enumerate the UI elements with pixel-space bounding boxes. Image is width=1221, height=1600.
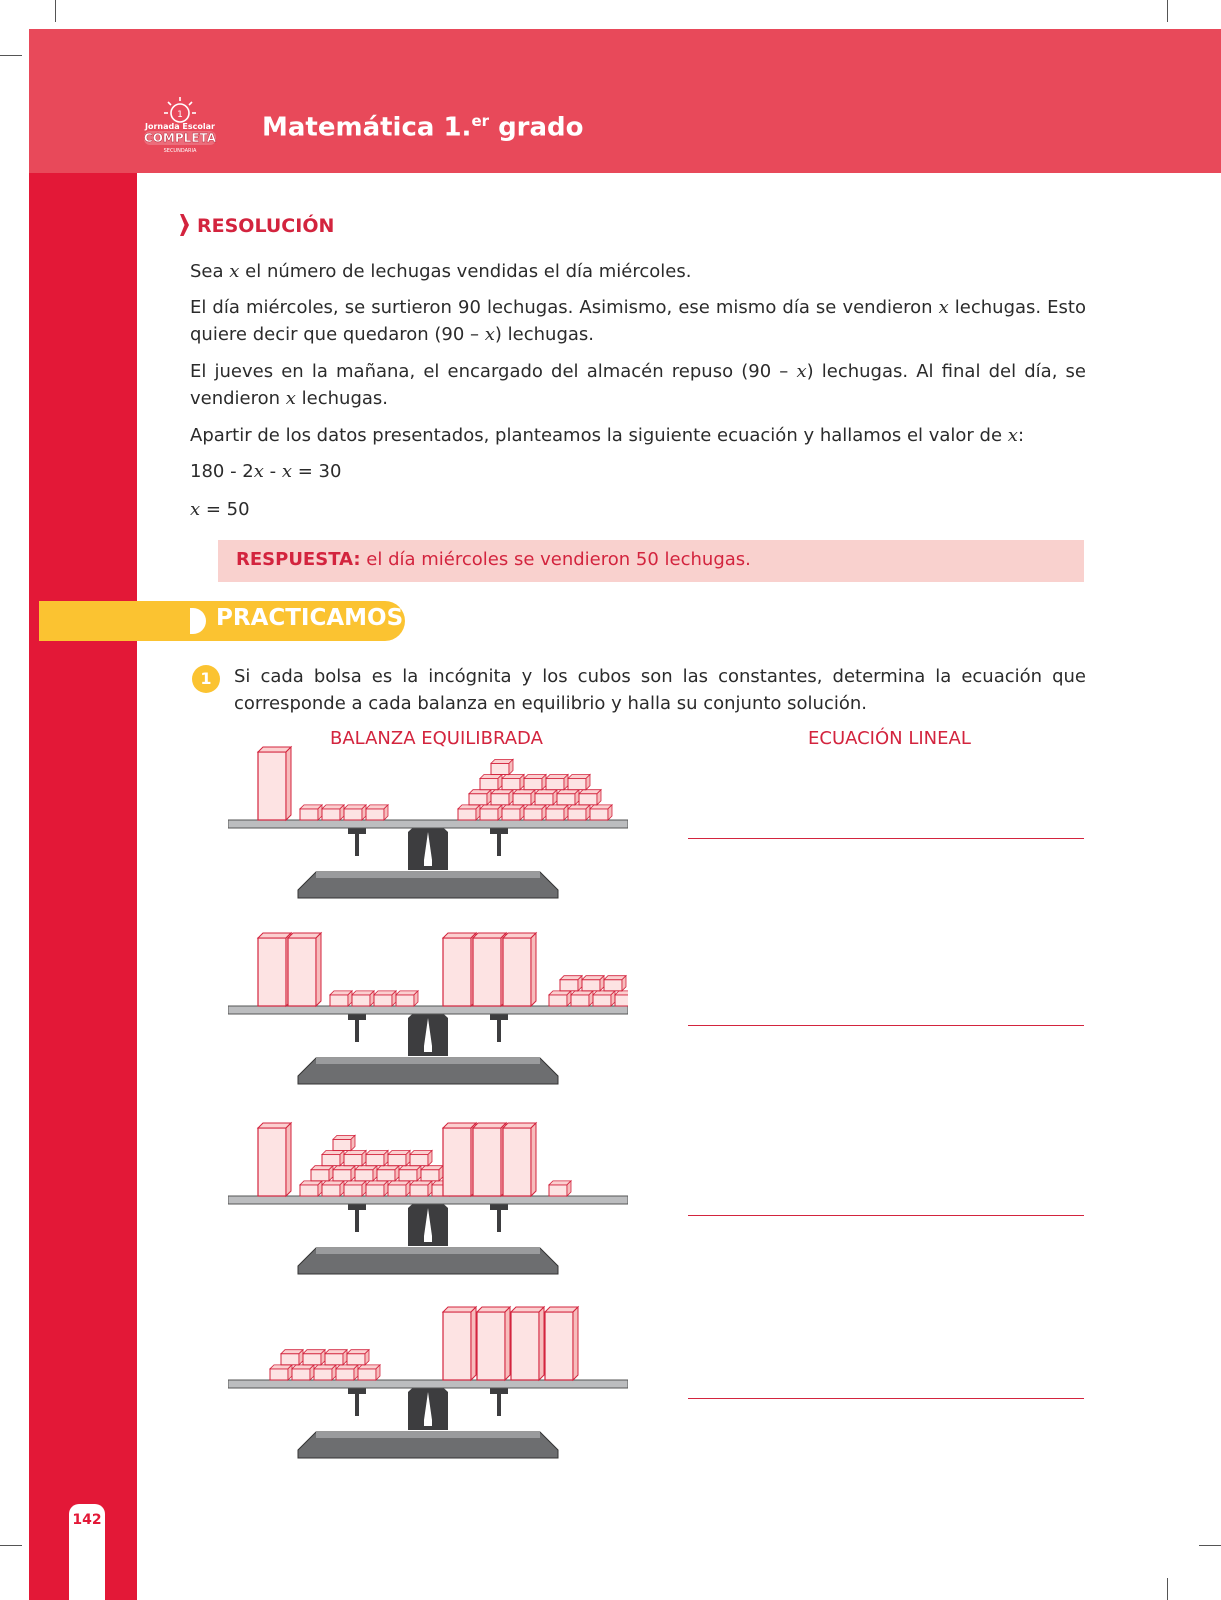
cube-icon <box>366 805 388 820</box>
cube-icon <box>355 1166 377 1181</box>
answer-box <box>218 540 1084 582</box>
bag-icon <box>545 1307 578 1380</box>
cube-icon <box>502 775 524 790</box>
bag-icon <box>258 1123 291 1196</box>
paragraph-2: El día miércoles, se surtieron 90 lechugas. Asimismo, ese mismo día se vendieron x lechugas. Esto quiere decir que quedaron (90 – x) lechugas. <box>190 297 1087 345</box>
cube-icon <box>300 1181 322 1196</box>
page-number: 142 <box>72 1512 102 1528</box>
cube-icon <box>300 805 322 820</box>
cube-icon <box>303 1350 325 1365</box>
question-number: 1 <box>192 665 220 693</box>
balance-scale-3 <box>228 1096 628 1296</box>
cube-icon <box>549 1181 571 1196</box>
cube-icon <box>480 775 502 790</box>
cube-icon <box>604 976 626 991</box>
bag-icon <box>443 1307 476 1380</box>
cube-icon <box>330 991 352 1006</box>
cube-icon <box>421 1166 443 1181</box>
practicamos-title: PRACTICAMOS <box>216 605 404 631</box>
cube-icon <box>311 1166 333 1181</box>
balance-scale-2 <box>228 906 628 1106</box>
equation-1: 180 - 2x - x = 30 <box>190 461 342 482</box>
cube-icon <box>546 805 568 820</box>
side-band <box>29 173 137 1600</box>
bag-icon <box>473 1123 506 1196</box>
logo-line1: Jornada Escolar <box>145 122 215 131</box>
cube-icon <box>336 1365 358 1380</box>
cube-icon <box>366 1151 388 1166</box>
cube-icon <box>377 1166 399 1181</box>
cube-icon <box>358 1365 380 1380</box>
cube-icon <box>399 1166 421 1181</box>
cube-icon <box>366 1181 388 1196</box>
cube-icon <box>281 1350 303 1365</box>
jornada-completa-logo <box>140 95 220 157</box>
cube-icon <box>582 976 604 991</box>
cube-icon <box>579 790 601 805</box>
bag-icon <box>477 1307 510 1380</box>
answer-line-3[interactable] <box>688 1215 1084 1216</box>
cube-icon <box>458 805 480 820</box>
bag-icon <box>511 1307 544 1380</box>
cube-icon <box>325 1350 347 1365</box>
bag-icon <box>288 933 321 1006</box>
cube-icon <box>322 1181 344 1196</box>
cube-icon <box>270 1365 292 1380</box>
cube-icon <box>333 1166 355 1181</box>
cube-icon <box>344 805 366 820</box>
cube-icon <box>491 759 513 774</box>
bag-icon <box>258 933 291 1006</box>
resolucion-heading: RESOLUCIÓN <box>180 214 334 237</box>
question-text: Si cada bolsa es la incógnita y los cubos son las constantes, determina la ecuación que corresponde a cada balanza en equilibrio y halla su conjunto solución. <box>234 666 1086 714</box>
cube-icon <box>388 1181 410 1196</box>
cube-icon <box>615 991 628 1006</box>
chevron-marker-icon <box>180 214 189 236</box>
balance-scale-4 <box>228 1280 628 1480</box>
answer-text: el día miércoles se vendieron 50 lechugas. <box>360 549 751 570</box>
equation-2: x = 50 <box>190 499 250 520</box>
cube-icon <box>344 1181 366 1196</box>
cube-icon <box>549 991 571 1006</box>
cube-icon <box>374 991 396 1006</box>
cube-icon <box>322 805 344 820</box>
cube-icon <box>571 991 593 1006</box>
answer-line-2[interactable] <box>688 1025 1084 1026</box>
bag-icon <box>503 1123 536 1196</box>
cube-icon <box>535 790 557 805</box>
bag-icon <box>258 747 291 820</box>
cube-icon <box>590 805 612 820</box>
answer-label: RESPUESTA: <box>236 549 361 570</box>
cube-icon <box>388 1151 410 1166</box>
bag-icon <box>443 1123 476 1196</box>
logo-line3: SECUNDARIA <box>163 148 197 154</box>
bag-icon <box>443 933 476 1006</box>
cube-icon <box>410 1151 432 1166</box>
cube-icon <box>292 1365 314 1380</box>
page-number-tab <box>69 1504 105 1600</box>
cube-icon <box>546 775 568 790</box>
paragraph-1: Sea x el número de lechugas vendidas el día miércoles. <box>190 261 692 282</box>
cube-icon <box>469 790 491 805</box>
column-header-ecuacion: ECUACIÓN LINEAL <box>808 728 971 749</box>
cube-icon <box>513 790 535 805</box>
cube-icon <box>347 1350 369 1365</box>
cube-icon <box>322 1151 344 1166</box>
cube-icon <box>480 805 502 820</box>
cube-icon <box>502 805 524 820</box>
answer-line-4[interactable] <box>688 1398 1084 1399</box>
cube-icon <box>491 790 513 805</box>
column-header-balanza: BALANZA EQUILIBRADA <box>330 728 543 749</box>
cube-icon <box>593 991 615 1006</box>
cube-icon <box>568 775 590 790</box>
page-title: Matemática 1.$^{er}$ grado <box>262 112 584 143</box>
cube-icon <box>352 991 374 1006</box>
cube-icon <box>560 976 582 991</box>
cube-icon <box>557 790 579 805</box>
paragraph-4: Apartir de los datos presentados, planteamos la siguiente ecuación y hallamos el valor de x: <box>190 425 1025 446</box>
paragraph-3: El jueves en la mañana, el encargado del almacén repuso (90 – x) lechugas. Al final del día, se vendieron x lechugas. <box>190 361 1086 409</box>
cube-icon <box>524 805 546 820</box>
cube-icon <box>396 991 418 1006</box>
svg-text:1: 1 <box>177 110 183 120</box>
bag-icon <box>503 933 536 1006</box>
cube-icon <box>410 1181 432 1196</box>
balance-scale-1 <box>228 720 628 920</box>
cube-icon <box>524 775 546 790</box>
bag-icon <box>473 933 506 1006</box>
answer-line-1[interactable] <box>688 838 1084 839</box>
logo-line2: COMPLETA <box>143 131 217 145</box>
cube-icon <box>333 1135 355 1150</box>
cube-icon <box>568 805 590 820</box>
cube-icon <box>314 1365 336 1380</box>
cube-icon <box>344 1151 366 1166</box>
